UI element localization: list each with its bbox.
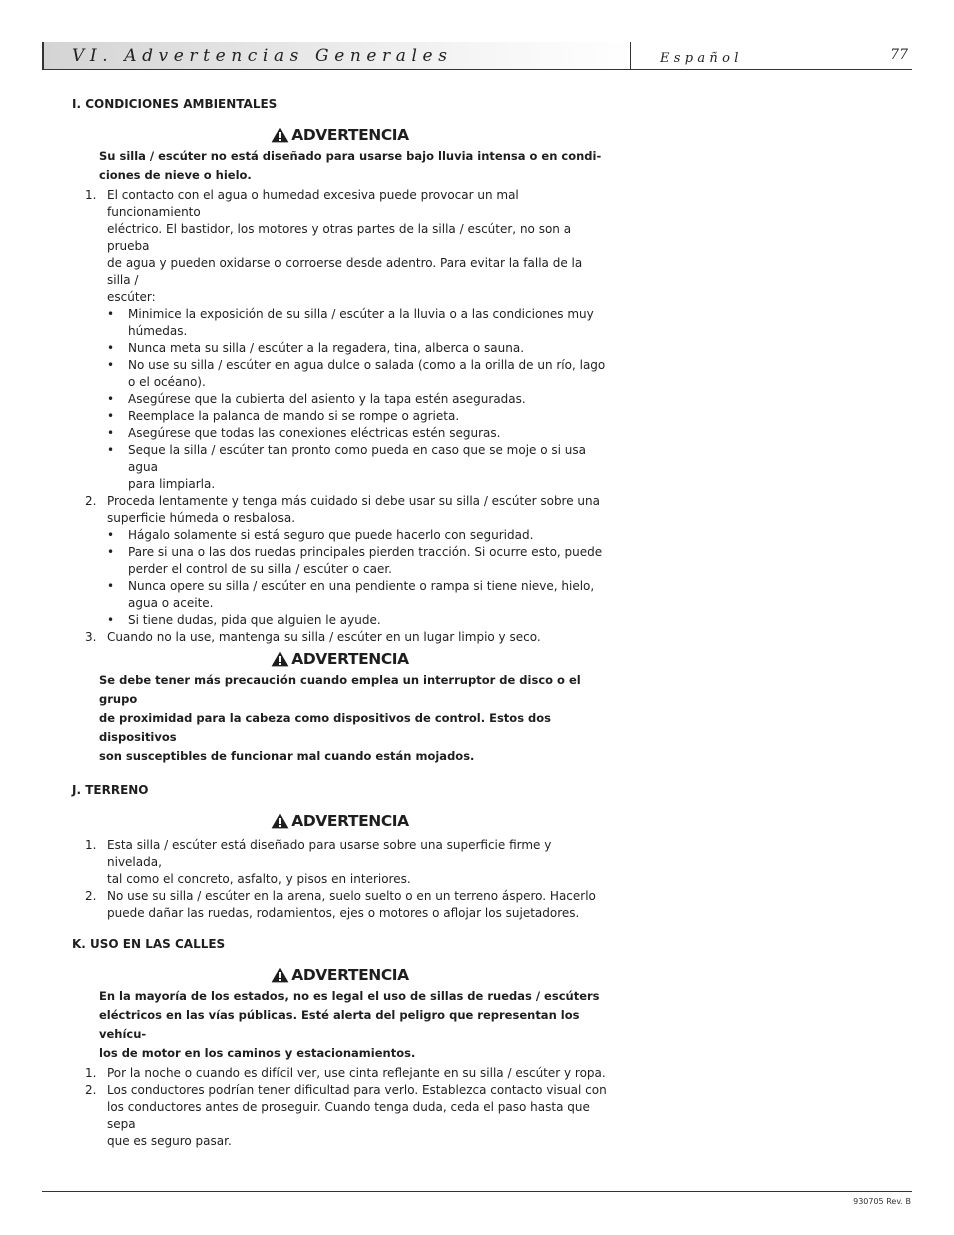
- bullet-item: [107, 442, 608, 493]
- bullet-icon: •: [107, 426, 115, 440]
- warning-line: En la mayoría de los estados, no es legal el uso de sillas de ruedas / escúters: [99, 989, 600, 1003]
- list-item: [72, 187, 608, 493]
- bullet-icon: •: [107, 545, 115, 559]
- bullet-item: [107, 340, 608, 357]
- item-number: 1.: [85, 838, 97, 852]
- warning-title: ADVERTENCIA: [291, 966, 409, 984]
- item-number: 3.: [85, 630, 97, 644]
- bullet-item: [107, 357, 608, 391]
- warning-line: Su silla / escúter no está diseñado para usarse bajo lluvia intensa o en condi-: [99, 149, 602, 163]
- item-line: puede dañar las ruedas, rodamientos, ejes o motores o aflojar los sujetadores.: [107, 906, 580, 920]
- item-number: 2.: [85, 494, 97, 508]
- bullet-line: o el océano).: [128, 375, 206, 389]
- bullet-line: Si tiene dudas, pida que alguien le ayude.: [128, 613, 381, 627]
- warning-line: los de motor en los caminos y estacionamientos.: [99, 1046, 416, 1060]
- list-item: [72, 629, 608, 646]
- warning-line: eléctricos en las vías públicas. Esté alerta del peligro que representan los vehícu-: [99, 1008, 580, 1041]
- section-title: VI. Advertencias Generales: [72, 46, 453, 66]
- bullet-icon: •: [107, 443, 115, 457]
- section-k-heading: K. USO EN LAS CALLES: [72, 937, 226, 951]
- bullet-list: [107, 306, 608, 493]
- warning-title: ADVERTENCIA: [291, 126, 409, 144]
- warning-triangle-icon: [271, 127, 289, 143]
- section-j-heading: J. TERRENO: [72, 783, 149, 797]
- bullet-item: [107, 578, 608, 612]
- bullet-line: Hágalo solamente si está seguro que puede hacerlo con seguridad.: [128, 528, 534, 542]
- page-header: [42, 42, 912, 71]
- warning-heading: [72, 125, 608, 145]
- document-code: 930705 Rev. B: [853, 1197, 911, 1206]
- bullet-line: Asegúrese que la cubierta del asiento y la tapa estén aseguradas.: [128, 392, 526, 406]
- warning-line: de proximidad para la cabeza como dispositivos de control. Estos dos dispositivos: [99, 711, 552, 744]
- item-line: No use su silla / escúter en la arena, suelo suelto o en un terreno áspero. Hacerlo: [107, 889, 596, 903]
- bullet-item: [107, 544, 608, 578]
- bullet-item: [107, 306, 608, 340]
- section-i-heading: I. CONDICIONES AMBIENTALES: [72, 97, 278, 111]
- item-line: escúter:: [107, 290, 156, 304]
- item-line: eléctrico. El bastidor, los motores y otras partes de la silla / escúter, no son a prueba: [107, 222, 572, 253]
- section-i-list: [72, 187, 608, 646]
- header-rule: [42, 69, 912, 70]
- warning-triangle-icon: [271, 967, 289, 983]
- list-item: [72, 837, 608, 888]
- bullet-line: Pare si una o las dos ruedas principales pierden tracción. Si ocurre esto, puede: [128, 545, 603, 559]
- item-number: 2.: [85, 889, 97, 903]
- bullet-line: húmedas.: [128, 324, 188, 338]
- item-line: Esta silla / escúter está diseñado para usarse sobre una superficie firme y nivelada,: [107, 838, 552, 869]
- item-number: 1.: [85, 1066, 97, 1080]
- item-number: 2.: [85, 1083, 97, 1097]
- warning-text: [99, 147, 608, 185]
- bullet-icon: •: [107, 358, 115, 372]
- item-line: tal como el concreto, asfalto, y pisos en interiores.: [107, 872, 411, 886]
- bullet-item: [107, 527, 608, 544]
- item-line: los conductores antes de proseguir. Cuando tenga duda, ceda el paso hasta que sepa: [107, 1100, 590, 1131]
- bullet-line: Nunca opere su silla / escúter en una pendiente o rampa si tiene nieve, hielo,: [128, 579, 595, 593]
- warning-triangle-icon: [271, 813, 289, 829]
- item-line: Los conductores podrían tener dificultad para verlo. Establezca contacto visual con: [107, 1083, 607, 1097]
- page-number: 77: [890, 47, 908, 63]
- bullet-line: perder el control de su silla / escúter o caer.: [128, 562, 392, 576]
- bullet-line: agua o aceite.: [128, 596, 214, 610]
- bullet-item: [107, 612, 608, 629]
- bullet-list: [107, 527, 608, 629]
- footer-rule: [42, 1191, 912, 1192]
- item-line: superficie húmeda o resbalosa.: [107, 511, 296, 525]
- item-line: de agua y pueden oxidarse o corroerse desde adentro. Para evitar la falla de la silla /: [107, 256, 583, 287]
- bullet-line: Seque la silla / escúter tan pronto como pueda en caso que se moje o si usa agua: [128, 443, 586, 474]
- list-item: [72, 1065, 608, 1082]
- bullet-icon: •: [107, 613, 115, 627]
- warning-triangle-icon: [271, 651, 289, 667]
- language-label: Español: [660, 51, 743, 66]
- bullet-icon: •: [107, 341, 115, 355]
- item-line: Proceda lentamente y tenga más cuidado si debe usar su silla / escúter sobre una: [107, 494, 600, 508]
- item-number: 1.: [85, 188, 97, 202]
- page-content: [72, 96, 608, 1150]
- list-item: [72, 1082, 608, 1150]
- warning-line: ciones de nieve o hielo.: [99, 168, 252, 182]
- list-item: [72, 888, 608, 922]
- warning-heading: [72, 649, 608, 669]
- header-divider: [630, 42, 631, 70]
- section-j-list: [72, 837, 608, 922]
- warning-heading: [72, 965, 608, 985]
- bullet-icon: •: [107, 307, 115, 321]
- bullet-icon: •: [107, 579, 115, 593]
- item-line: El contacto con el agua o humedad excesiva puede provocar un mal funcionamiento: [107, 188, 519, 219]
- section-k-list: [72, 1065, 608, 1150]
- bullet-icon: •: [107, 528, 115, 542]
- warning-line: Se debe tener más precaución cuando emplea un interruptor de disco o el grupo: [99, 673, 581, 706]
- bullet-line: para limpiarla.: [128, 477, 216, 491]
- item-line: Cuando no la use, mantenga su silla / escúter en un lugar limpio y seco.: [107, 630, 541, 644]
- warning-heading: [72, 811, 608, 831]
- warning-line: son susceptibles de funcionar mal cuando están mojados.: [99, 749, 475, 763]
- bullet-line: Reemplace la palanca de mando si se rompe o agrieta.: [128, 409, 460, 423]
- bullet-icon: •: [107, 392, 115, 406]
- item-line: que es seguro pasar.: [107, 1134, 232, 1148]
- bullet-item: [107, 425, 608, 442]
- bullet-line: Minimice la exposición de su silla / escúter a la lluvia o a las condiciones muy: [128, 307, 594, 321]
- bullet-item: [107, 391, 608, 408]
- bullet-item: [107, 408, 608, 425]
- warning-title: ADVERTENCIA: [291, 812, 409, 830]
- bullet-line: No use su silla / escúter en agua dulce o salada (como a la orilla de un río, lago: [128, 358, 606, 372]
- bullet-line: Asegúrese que todas las conexiones eléctricas estén seguras.: [128, 426, 501, 440]
- bullet-icon: •: [107, 409, 115, 423]
- warning-title: ADVERTENCIA: [291, 650, 409, 668]
- item-line: Por la noche o cuando es difícil ver, use cinta reflejante en su silla / escúter y ropa.: [107, 1066, 606, 1080]
- warning-text: [99, 987, 608, 1063]
- bullet-line: Nunca meta su silla / escúter a la regadera, tina, alberca o sauna.: [128, 341, 525, 355]
- warning-text: [99, 671, 608, 766]
- list-item: [72, 493, 608, 629]
